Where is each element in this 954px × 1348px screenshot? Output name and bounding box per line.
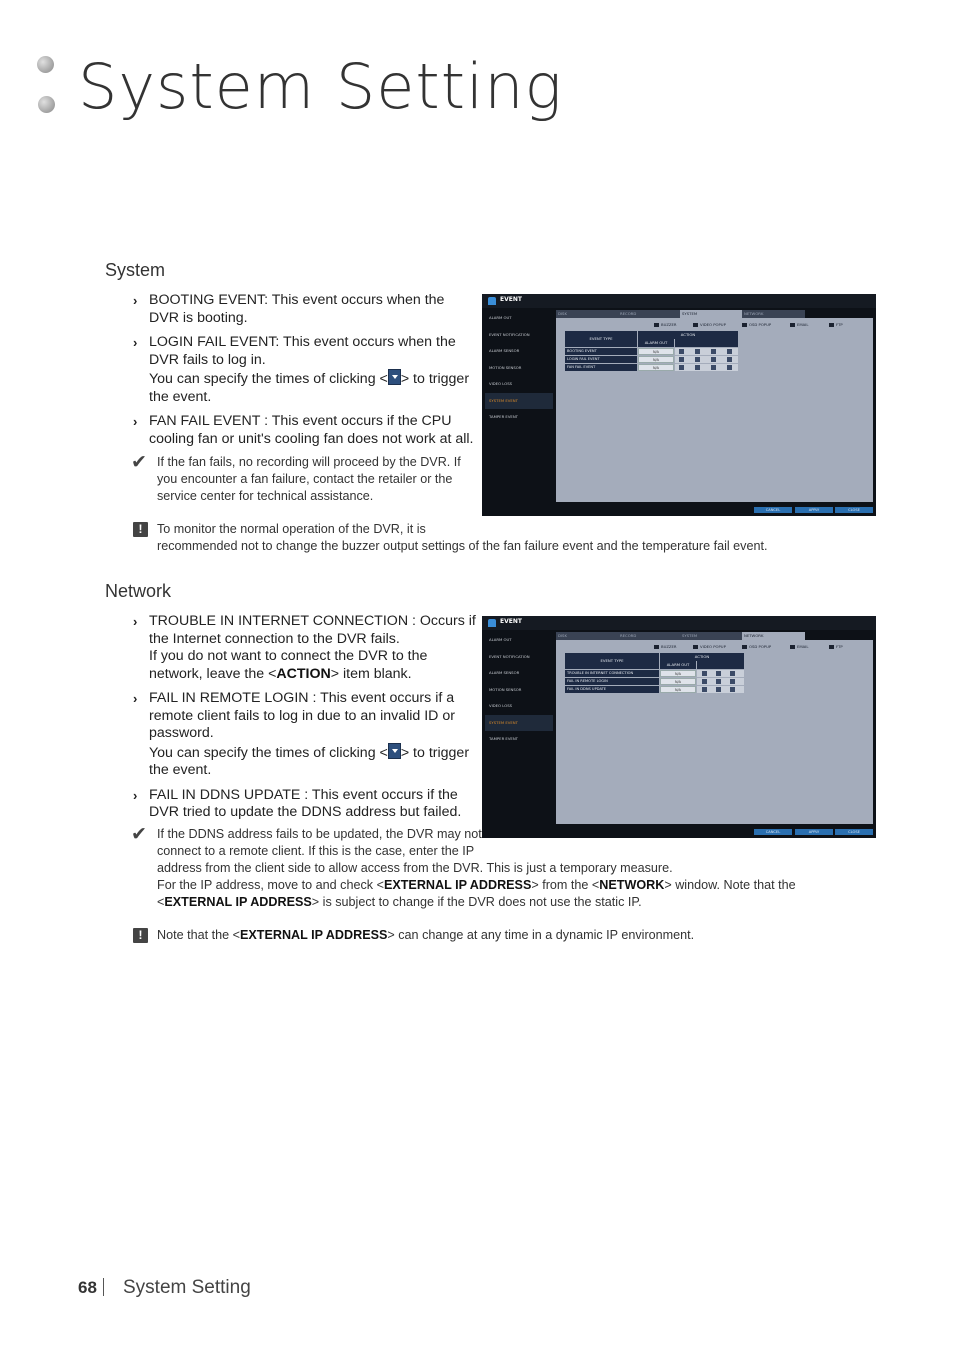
- table-row-label: BOOTING EVENT: [565, 348, 637, 355]
- sidebar-item-motion-sensor[interactable]: MOTION SENSOR: [489, 364, 522, 370]
- dropdown-arrow-icon: [388, 369, 401, 385]
- action-checkbox[interactable]: [727, 357, 732, 362]
- window-title: EVENT: [500, 618, 522, 625]
- sidebar: [485, 310, 553, 426]
- window-title: EVENT: [500, 296, 522, 303]
- legend-buzzer: BUZZER: [654, 322, 677, 327]
- tab-record[interactable]: RECORD: [618, 632, 681, 640]
- sidebar-item-tamper-event[interactable]: TAMPER EVENT: [489, 736, 518, 741]
- apply-button[interactable]: APPLY: [795, 507, 833, 513]
- sidebar-item-tamper-event[interactable]: TAMPER EVENT: [489, 414, 518, 419]
- action-checkbox[interactable]: [716, 671, 721, 676]
- sidebar-item-video-loss[interactable]: VIDEO LOSS: [489, 381, 513, 386]
- col-action-icons: [675, 339, 738, 347]
- action-checkbox[interactable]: [702, 679, 707, 684]
- cancel-button[interactable]: CANCEL: [754, 507, 792, 513]
- col-event-type: EVENT TYPE: [565, 653, 659, 669]
- alarm-out-select[interactable]: N/A: [638, 364, 674, 371]
- tab-record[interactable]: RECORD: [618, 310, 681, 318]
- alarm-out-select[interactable]: N/A: [660, 670, 696, 677]
- warning-icon: !: [133, 522, 148, 537]
- chevron-right-icon: ›: [133, 691, 138, 706]
- action-checkbox[interactable]: [695, 365, 700, 370]
- action-checkbox[interactable]: [711, 349, 716, 354]
- sidebar: [485, 632, 553, 748]
- action-checkbox[interactable]: [679, 357, 684, 362]
- list-item: › TROUBLE IN INTERNET CONNECTION : Occurs if the Internet connection to the DVR fails. If you do not want to connect the DVR to the network, leave the <ACTION> item blank.: [133, 613, 476, 682]
- tab-network[interactable]: NETWORK: [742, 310, 805, 318]
- window-titlebar: [482, 294, 876, 308]
- page-number: 68: [78, 1278, 97, 1297]
- action-checkbox[interactable]: [695, 357, 700, 362]
- email-icon: [790, 645, 795, 649]
- video-popup-icon: [693, 645, 698, 649]
- dvr-event-screenshot-system: [482, 294, 876, 516]
- check-note-network: If the DDNS address fails to be updated, the DVR may not connect to a remote client. If this is the case, enter the IP address from the client side to allow access from the DVR. This is just a temporary measure. For the IP address, move to and check <EXTERNAL IP ADDRESS> from the <NETWORK> window. Note that the <EXTERNAL IP ADDRESS> is subject to change if the DVR does not use the static IP.: [157, 827, 796, 909]
- legend-video-popup: VIDEO POPUP: [693, 644, 726, 649]
- dropdown-arrow-icon: [388, 743, 401, 759]
- event-icon: [488, 619, 496, 627]
- email-icon: [790, 323, 795, 327]
- list-item: › FAN FAIL EVENT : This event occurs if the CPU cooling fan or unit's cooling fan does not work at all.: [133, 413, 474, 447]
- sidebar-item-video-loss[interactable]: VIDEO LOSS: [489, 703, 513, 708]
- list-item: › LOGIN FAIL EVENT: This event occurs when the DVR fails to log in. You can specify the times of clicking < > to trigger the event.: [133, 334, 470, 405]
- legend-osd-popup: OSD POPUP: [742, 322, 771, 327]
- title-bullet-dots: [37, 56, 57, 116]
- chevron-right-icon: ›: [133, 335, 138, 350]
- col-event-type: EVENT TYPE: [565, 331, 637, 347]
- action-checkbox[interactable]: [702, 687, 707, 692]
- col-action-icons: [697, 661, 744, 669]
- chevron-right-icon: ›: [133, 614, 138, 629]
- chevron-right-icon: ›: [133, 293, 138, 308]
- action-checkbox[interactable]: [702, 671, 707, 676]
- osd-popup-icon: [742, 323, 747, 327]
- dvr-event-screenshot-network: [482, 616, 876, 838]
- alarm-out-select[interactable]: N/A: [638, 348, 674, 355]
- legend-buzzer: BUZZER: [654, 644, 677, 649]
- bullet-dot-icon: [37, 56, 54, 73]
- legend-video-popup: VIDEO POPUP: [693, 322, 726, 327]
- sidebar-item-system-event[interactable]: SYSTEM EVENT: [485, 393, 553, 410]
- action-checkbox[interactable]: [716, 687, 721, 692]
- col-action: ACTION: [660, 653, 744, 661]
- action-checkbox[interactable]: [679, 365, 684, 370]
- alarm-out-select[interactable]: N/A: [660, 678, 696, 685]
- section-heading-network: Network: [105, 581, 172, 601]
- warning-icon: !: [133, 928, 148, 943]
- table-row-label: FAIL IN DDNS UPDATE: [565, 686, 659, 693]
- action-checkbox[interactable]: [730, 679, 735, 684]
- legend-email: EMAIL: [790, 644, 809, 649]
- table-row-label: LOGIN FAIL EVENT: [565, 356, 637, 363]
- tab-network[interactable]: NETWORK: [742, 632, 805, 640]
- check-note-system: If the fan fails, no recording will proceed by the DVR. If you encounter a fan failure, contact the retailer or the service center for technical assistance.: [157, 455, 461, 503]
- action-checkbox[interactable]: [730, 671, 735, 676]
- action-checkbox[interactable]: [730, 687, 735, 692]
- cancel-button[interactable]: CANCEL: [754, 829, 792, 835]
- legend-ftp: FTP: [829, 322, 843, 327]
- action-checkbox[interactable]: [695, 349, 700, 354]
- col-action: ACTION: [638, 331, 738, 339]
- check-icon: ✔: [131, 452, 147, 473]
- buzzer-icon: [654, 323, 659, 327]
- sidebar-item-alarm-out[interactable]: ALARM OUT: [489, 315, 512, 320]
- apply-button[interactable]: APPLY: [795, 829, 833, 835]
- action-checkbox[interactable]: [711, 357, 716, 362]
- sidebar-item-alarm-sensor[interactable]: ALARM SENSOR: [489, 670, 520, 675]
- chevron-right-icon: ›: [133, 787, 138, 803]
- tab-bar: [556, 310, 873, 318]
- sidebar-item-alarm-sensor[interactable]: ALARM SENSOR: [489, 348, 520, 353]
- footer-section-label: System Setting: [123, 1277, 251, 1298]
- sidebar-item-alarm-out[interactable]: ALARM OUT: [489, 637, 512, 642]
- system-bullet-list: [133, 292, 478, 455]
- action-checkbox[interactable]: [711, 365, 716, 370]
- buzzer-icon: [654, 645, 659, 649]
- alarm-out-select[interactable]: N/A: [660, 686, 696, 693]
- tab-disk[interactable]: DISK: [556, 632, 619, 640]
- network-bullet-list: [133, 613, 478, 829]
- warning-note-network: Note that the <EXTERNAL IP ADDRESS> can change at any time in a dynamic IP environment.: [157, 928, 695, 942]
- sidebar-item-motion-sensor[interactable]: MOTION SENSOR: [489, 686, 522, 692]
- col-alarm-out: ALARM OUT: [638, 339, 674, 347]
- tab-system[interactable]: SYSTEM: [680, 310, 743, 318]
- window-titlebar: [482, 616, 876, 630]
- sidebar-item-event-notification[interactable]: EVENT NOTIFICATION: [489, 331, 530, 337]
- event-icon: [488, 297, 496, 305]
- action-checkbox[interactable]: [716, 679, 721, 684]
- list-item: › BOOTING EVENT: This event occurs when the DVR is booting.: [133, 292, 445, 326]
- chevron-right-icon: ›: [133, 414, 138, 429]
- col-alarm-out: ALARM OUT: [660, 661, 696, 669]
- alarm-out-select[interactable]: N/A: [638, 356, 674, 363]
- close-button[interactable]: CLOSE: [835, 829, 873, 835]
- tab-bar: [556, 632, 873, 640]
- osd-popup-icon: [742, 645, 747, 649]
- list-item: › FAIL IN REMOTE LOGIN : This event occurs if a remote client fails to log in due to an invalid ID or password. You can specify the times of clicking < > to trigger the event.: [133, 690, 470, 778]
- close-button[interactable]: CLOSE: [835, 507, 873, 513]
- check-icon: ✔: [131, 824, 147, 845]
- tab-disk[interactable]: DISK: [556, 310, 619, 318]
- legend-ftp: FTP: [829, 644, 843, 649]
- table-row-label: FAN FAIL EVENT: [565, 364, 637, 371]
- action-checkbox[interactable]: [727, 349, 732, 354]
- action-checkbox[interactable]: [727, 365, 732, 370]
- ftp-icon: [829, 645, 834, 649]
- video-popup-icon: [693, 323, 698, 327]
- legend-osd-popup: OSD POPUP: [742, 644, 771, 649]
- sidebar-item-event-notification[interactable]: EVENT NOTIFICATION: [489, 653, 530, 659]
- ftp-icon: [829, 323, 834, 327]
- warning-note-system: To monitor the normal operation of the DVR, it is recommended not to change the buzzer output settings of the fan failure event and the temperature fail event.: [157, 522, 768, 553]
- bullet-dot-icon: [38, 96, 55, 113]
- action-checkbox[interactable]: [679, 349, 684, 354]
- section-heading-system: System: [105, 260, 166, 280]
- footer-divider: [103, 1278, 104, 1296]
- legend-email: EMAIL: [790, 322, 809, 327]
- table-row-label: TROUBLE IN INTERNET CONNECTION: [565, 670, 659, 677]
- list-item: › FAIL IN DDNS UPDATE : This event occurs if the DVR tried to update the DDNS address but failed.: [133, 786, 462, 820]
- sidebar-item-system-event[interactable]: SYSTEM EVENT: [485, 715, 553, 732]
- table-row-label: FAIL IN REMOTE LOGIN: [565, 678, 659, 685]
- page-title: System Setting: [78, 50, 563, 123]
- tab-system[interactable]: SYSTEM: [680, 632, 743, 640]
